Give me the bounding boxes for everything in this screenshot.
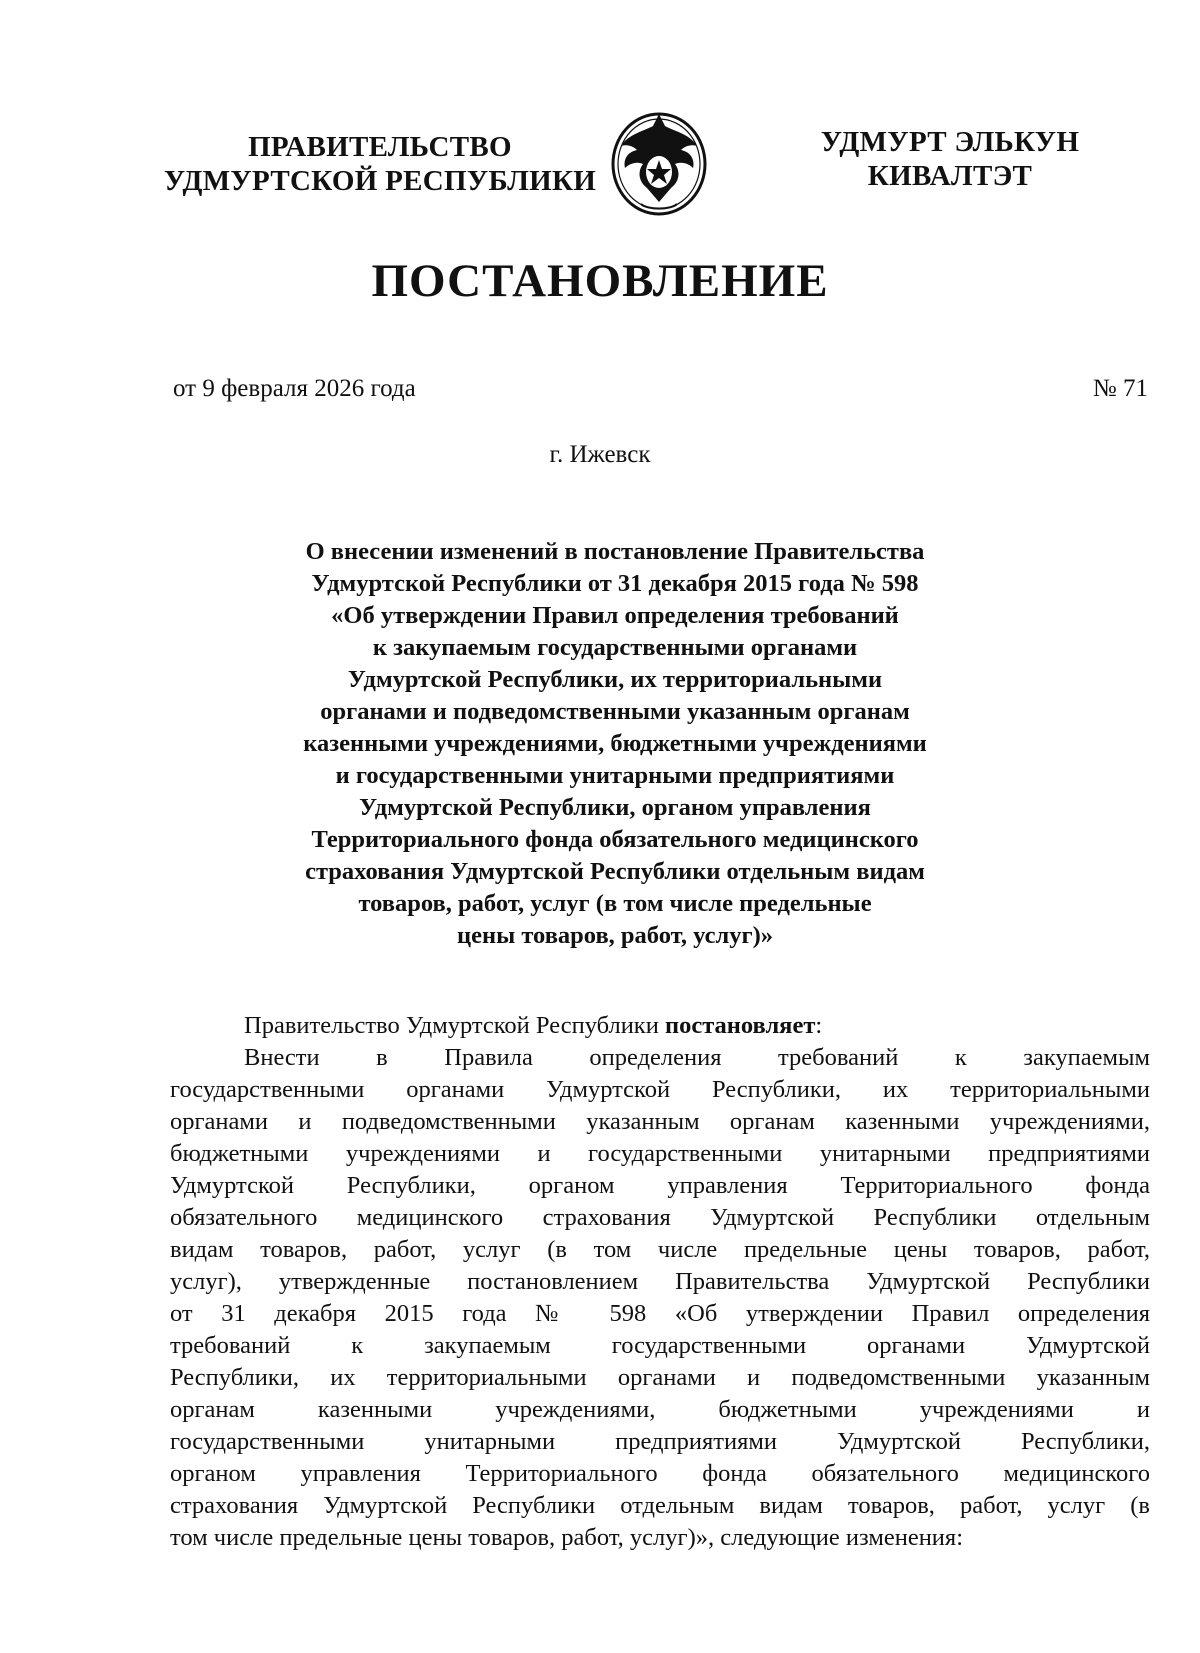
document-number: № 71 <box>1092 375 1148 402</box>
subject-line: Удмуртской Республики, органом управления <box>359 794 871 821</box>
subject-line: «Об утверждении Правил определения требований <box>331 602 899 629</box>
resolution-intro <box>170 1010 1150 1042</box>
body-line: видам товаров, работ, услуг (в том числе предельные цены товаров, работ, <box>170 1236 1150 1263</box>
issuer-line-2: УДМУРТСКОЙ РЕСПУБЛИКИ <box>163 165 597 197</box>
body-line: обязательного медицинского страхования Удмуртской Республики отдельным <box>170 1204 1150 1231</box>
coat-of-arms-icon <box>607 106 711 218</box>
intro-colon: : <box>815 1012 823 1039</box>
subject-line: страхования Удмуртской Республики отдельным видам <box>305 858 925 885</box>
subject-line: Удмуртской Республики, их территориальными <box>347 666 883 693</box>
body-line: бюджетными учреждениями и государственными унитарными предприятиями <box>170 1140 1150 1167</box>
body-line: государственными органами Удмуртской Республики, их территориальными <box>170 1076 1150 1103</box>
subject-line: О внесении изменений в постановление Правительства <box>305 538 925 565</box>
body-line: услуг), утвержденные постановлением Правительства Удмуртской Республики <box>170 1268 1150 1295</box>
body-line: органом управления Территориального фонда обязательного медицинского <box>170 1460 1150 1487</box>
subject-line: казенными учреждениями, бюджетными учреждениями <box>303 730 927 757</box>
subject-line: Территориального фонда обязательного медицинского <box>311 826 919 853</box>
body-line: органами и подведомственными указанным органам казенными учреждениями, <box>170 1108 1150 1135</box>
body-line: Внести в Правила определения требований к закупаемым <box>244 1044 1150 1071</box>
intro-text: Правительство Удмуртской Республики <box>244 1012 659 1039</box>
subject-line: и государственными унитарными предприятиями <box>335 762 895 789</box>
issuer-udmurt-line-2: КИВАЛТЭТ <box>867 160 1033 192</box>
subject-line: товаров, работ, услуг (в том числе предельные <box>358 890 872 917</box>
issuer-name-russian <box>160 130 600 198</box>
issuer-name-udmurt <box>790 125 1110 193</box>
body-line: требований к закупаемым государственными органами Удмуртской <box>170 1332 1150 1359</box>
body-line: страхования Удмуртской Республики отдельным видам товаров, работ, услуг (в <box>170 1492 1150 1519</box>
body-line: том числе предельные цены товаров, работ, услуг)», следующие изменения: <box>170 1524 963 1551</box>
document-city: г. Ижевск <box>549 441 651 468</box>
document-date: от 9 февраля 2026 года <box>173 375 416 402</box>
issuer-line-1: ПРАВИТЕЛЬСТВО <box>248 131 512 163</box>
issuer-udmurt-line-1: УДМУРТ ЭЛЬКУН <box>820 126 1080 158</box>
body-line: Удмуртской Республики, органом управления Территориального фонда <box>170 1172 1150 1199</box>
subject-line: цены товаров, работ, услуг)» <box>456 922 773 949</box>
subject-line: Удмуртской Республики от 31 декабря 2015 года № 598 <box>311 570 919 597</box>
body-line: государственными унитарными предприятиями Удмуртской Республики, <box>170 1428 1150 1455</box>
document-subject <box>250 536 980 952</box>
subject-line: органами и подведомственными указанным органам <box>320 698 910 725</box>
subject-line: к закупаемым государственными органами <box>372 634 858 661</box>
body-line: Республики, их территориальными органами и подведомственными указанным <box>170 1364 1150 1391</box>
body-line: органам казенными учреждениями, бюджетными учреждениями и <box>170 1396 1150 1423</box>
intro-verb: постановляет <box>664 1012 816 1039</box>
body-line: от 31 декабря 2015 года № 598 «Об утверждении Правил определения <box>170 1300 1150 1327</box>
document-body <box>170 1010 1150 1554</box>
document-type-title: ПОСТАНОВЛЕНИЕ <box>371 255 829 307</box>
